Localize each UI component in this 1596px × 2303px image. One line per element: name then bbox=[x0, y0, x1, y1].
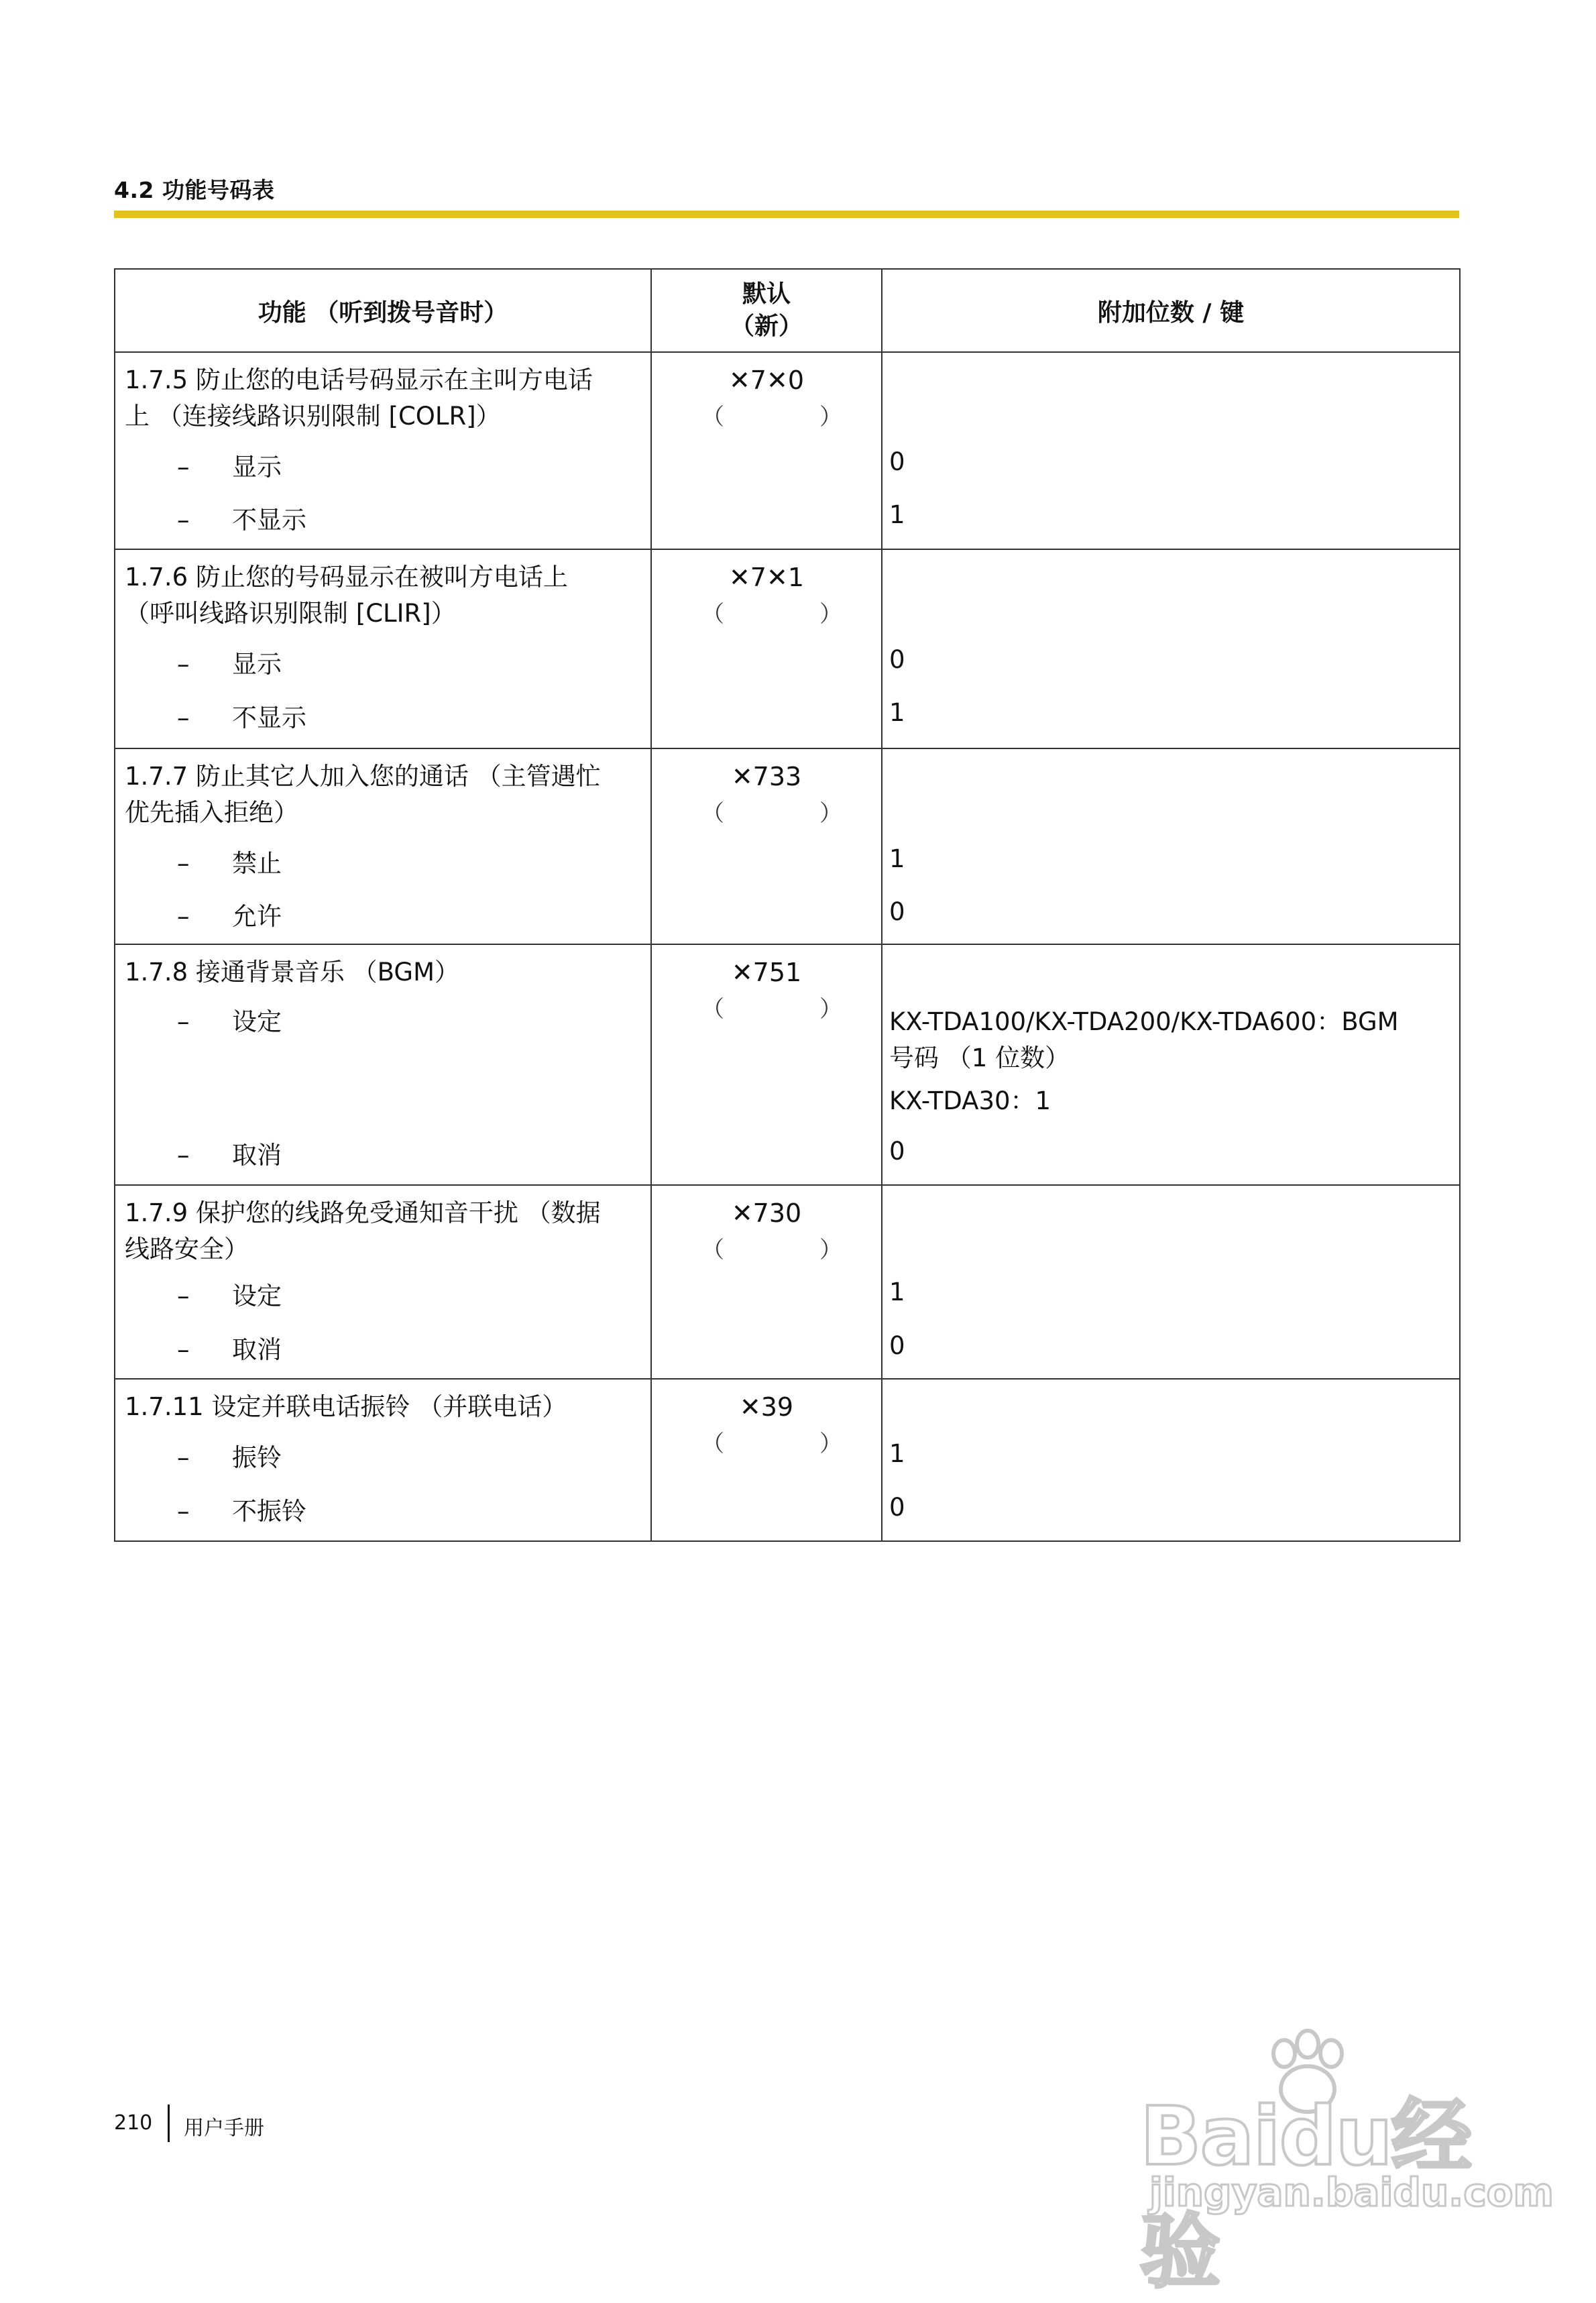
digit-value: 1 bbox=[889, 1278, 905, 1306]
new-code-blank bbox=[652, 991, 881, 1027]
paren-open: （ bbox=[701, 1430, 724, 1457]
paren-close: ） bbox=[819, 1430, 842, 1457]
new-code-blank bbox=[652, 398, 881, 435]
digits-cell bbox=[882, 549, 1460, 748]
footer-doc-title: 用户手册 bbox=[184, 2117, 264, 2140]
option-dash: – bbox=[177, 1141, 190, 1170]
header-rule bbox=[114, 211, 1459, 218]
digit-value: 1 bbox=[889, 500, 905, 529]
footer-divider bbox=[168, 2104, 170, 2142]
table-row bbox=[115, 352, 1460, 549]
table-row bbox=[115, 748, 1460, 944]
column-header-default bbox=[651, 269, 882, 352]
option-label: 取消 bbox=[232, 1141, 282, 1170]
feature-code: ✕7✕0 bbox=[728, 366, 805, 395]
table-row bbox=[115, 549, 1460, 748]
feature-cell bbox=[115, 1379, 651, 1541]
digit-value: 0 bbox=[889, 645, 905, 674]
column-header-feature: 功能 （听到拨号音时） bbox=[115, 269, 651, 352]
feature-title-line2: 线路安全） bbox=[125, 1235, 249, 1263]
option-dash: – bbox=[177, 453, 190, 482]
option-dash: – bbox=[177, 506, 190, 535]
paren-close: ） bbox=[819, 1237, 842, 1263]
feature-title-line2: （呼叫线路识别限制 [CLIR]） bbox=[125, 599, 456, 628]
feature-title-line1: 1.7.11 设定并联电话振铃 （并联电话） bbox=[125, 1392, 567, 1421]
digits-cell bbox=[882, 1185, 1460, 1379]
option-dash: – bbox=[177, 849, 190, 878]
option-dash: – bbox=[177, 650, 190, 679]
feature-title-line1: 1.7.5 防止您的电话号码显示在主叫方电话 bbox=[125, 366, 593, 394]
option-label: 不振铃 bbox=[232, 1497, 306, 1526]
digits-cell bbox=[882, 944, 1460, 1185]
paren-open: （ bbox=[701, 800, 724, 827]
digit-value: 号码 （1 位数） bbox=[889, 1044, 1070, 1072]
digit-value: 0 bbox=[889, 1493, 905, 1522]
digit-value: 1 bbox=[889, 698, 905, 727]
feature-cell bbox=[115, 549, 651, 748]
baidu-watermark bbox=[1140, 2025, 1554, 2299]
paren-close: ） bbox=[819, 996, 842, 1023]
table-header-row bbox=[115, 269, 1460, 352]
page-number: 210 bbox=[114, 2111, 153, 2135]
paren-close: ） bbox=[819, 800, 842, 827]
digits-cell bbox=[882, 352, 1460, 549]
feature-code: ✕39 bbox=[739, 1392, 794, 1422]
paren-open: （ bbox=[701, 996, 724, 1023]
new-code-blank bbox=[652, 795, 881, 831]
feature-title-line2: 上 （连接线路识别限制 [COLR]） bbox=[125, 402, 501, 431]
feature-code: ✕733 bbox=[731, 762, 802, 791]
option-label: 取消 bbox=[232, 1335, 282, 1364]
digit-value: 0 bbox=[889, 447, 905, 476]
feature-title-line1: 1.7.6 防止您的号码显示在被叫方电话上 bbox=[125, 563, 568, 592]
paren-open: （ bbox=[701, 404, 724, 431]
feature-title-line1: 1.7.7 防止其它人加入您的通话 （主管遇忙 bbox=[125, 762, 601, 791]
table-row bbox=[115, 1379, 1460, 1541]
option-dash: – bbox=[177, 902, 190, 931]
feature-code: ✕751 bbox=[731, 958, 802, 987]
option-label: 允许 bbox=[232, 902, 282, 931]
column-header-digits: 附加位数 / 键 bbox=[882, 269, 1460, 352]
default-header-line2: （新） bbox=[730, 313, 803, 340]
feature-cell bbox=[115, 748, 651, 944]
table-row bbox=[115, 1185, 1460, 1379]
option-label: 设定 bbox=[232, 1007, 282, 1036]
option-label: 禁止 bbox=[232, 849, 282, 878]
feature-cell bbox=[115, 944, 651, 1185]
new-code-blank bbox=[652, 1231, 881, 1268]
feature-title-line1: 1.7.9 保护您的线路免受通知音干扰 （数据 bbox=[125, 1198, 601, 1227]
paren-close: ） bbox=[819, 601, 842, 628]
new-code-blank bbox=[652, 1425, 881, 1461]
code-cell bbox=[651, 1185, 882, 1379]
feature-title-line2: 优先插入拒绝） bbox=[125, 798, 298, 827]
digit-value: 1 bbox=[889, 844, 905, 873]
digit-value: 0 bbox=[889, 897, 905, 926]
option-dash: – bbox=[177, 1443, 190, 1472]
digits-cell bbox=[882, 1379, 1460, 1541]
option-dash: – bbox=[177, 1335, 190, 1364]
option-label: 振铃 bbox=[232, 1443, 282, 1472]
option-label: 显示 bbox=[232, 453, 282, 482]
feature-code: ✕730 bbox=[731, 1198, 802, 1228]
code-cell bbox=[651, 944, 882, 1185]
code-cell bbox=[651, 1379, 882, 1541]
option-dash: – bbox=[177, 1282, 190, 1310]
digit-value: 0 bbox=[889, 1331, 905, 1360]
option-label: 设定 bbox=[232, 1282, 282, 1310]
code-cell bbox=[651, 352, 882, 549]
digit-value: KX-TDA30：1 bbox=[889, 1086, 1051, 1115]
option-dash: – bbox=[177, 704, 190, 732]
watermark-logo: Baidu经验 bbox=[1140, 2090, 1471, 2299]
option-label: 显示 bbox=[232, 650, 282, 679]
option-label: 不显示 bbox=[232, 506, 306, 535]
digit-value: KX-TDA100/KX-TDA200/KX-TDA600：BGM bbox=[889, 1007, 1399, 1036]
new-code-blank bbox=[652, 596, 881, 632]
code-cell bbox=[651, 549, 882, 748]
feature-code-table bbox=[114, 268, 1461, 1542]
option-dash: – bbox=[177, 1007, 190, 1036]
paren-open: （ bbox=[701, 601, 724, 628]
default-header-line1: 默认 bbox=[742, 280, 791, 308]
option-label: 不显示 bbox=[232, 704, 306, 732]
digit-value: 1 bbox=[889, 1439, 905, 1468]
option-dash: – bbox=[177, 1497, 190, 1526]
digits-cell bbox=[882, 748, 1460, 944]
feature-cell bbox=[115, 352, 651, 549]
digit-value: 0 bbox=[889, 1137, 905, 1166]
section-title: 4.2 功能号码表 bbox=[114, 177, 275, 203]
paren-close: ） bbox=[819, 404, 842, 431]
feature-code: ✕7✕1 bbox=[728, 563, 805, 592]
code-cell bbox=[651, 748, 882, 944]
paren-open: （ bbox=[701, 1237, 724, 1263]
feature-cell bbox=[115, 1185, 651, 1379]
feature-title-line1: 1.7.8 接通背景音乐 （BGM） bbox=[125, 958, 459, 987]
table-row bbox=[115, 944, 1460, 1185]
watermark-url: jingyan.baidu.com bbox=[1149, 2170, 1554, 2215]
